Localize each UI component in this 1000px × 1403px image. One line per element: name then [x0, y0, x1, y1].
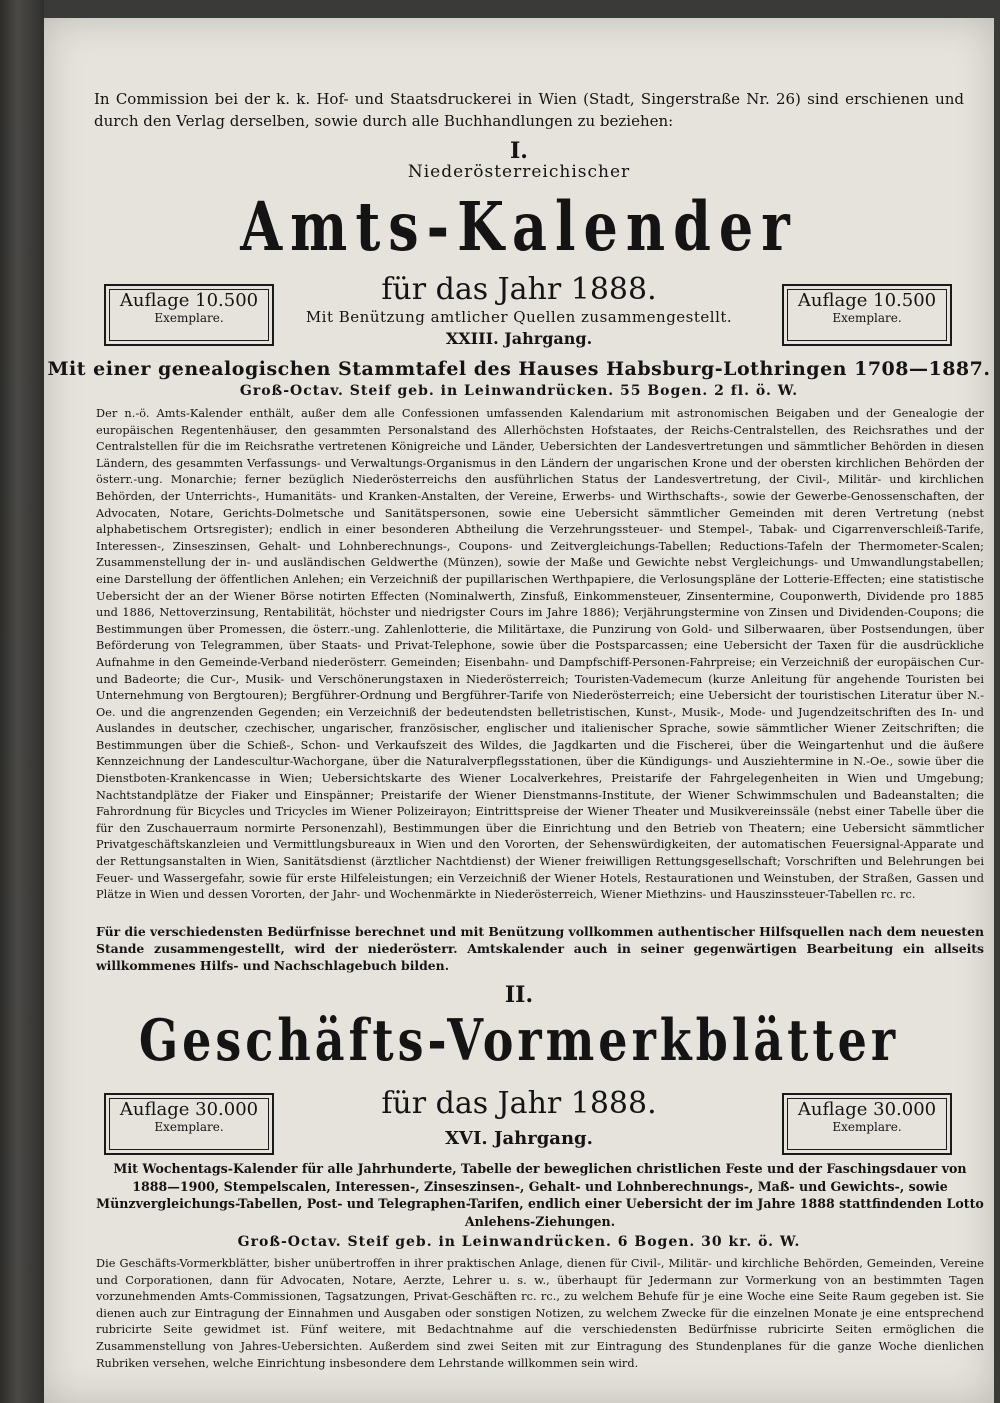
section-1-numeral: I. [510, 138, 528, 164]
print-run-unit: Exemplare. [154, 1120, 224, 1134]
book-spine [0, 0, 44, 1403]
section-1-title: Amts-Kalender [240, 186, 798, 266]
section-1-subtitle: Mit Benützung amtlicher Quellen zusammengestellt. [305, 308, 733, 326]
section-2-format: Groß-Octav. Steif geb. in Leinwandrücken. 6 Bogen. 30 kr. ö. W. [237, 1234, 801, 1250]
print-run-label: Auflage 10.500 [797, 290, 937, 311]
section-2-print-run-left [104, 1093, 274, 1155]
section-1-closing [96, 923, 984, 974]
section-2-title: Geschäfts-Vormerkblätter [138, 1006, 900, 1074]
section-2-features [96, 1160, 984, 1230]
section-2-print-run-right [782, 1093, 952, 1155]
intro-text: In Commission bei der k. k. Hof- und Staatsdruckerei in Wien (Stadt, Singerstraße Nr. 26) sind erschienen und durch den Verlag derselben, sowie durch alle Buchhandlungen zu beziehen: [94, 90, 964, 130]
publisher-intro [94, 88, 964, 132]
section-2-edition: XVI. Jahrgang. [445, 1128, 593, 1149]
print-run-label: Auflage 30.000 [797, 1099, 937, 1120]
section-1-print-run-left [104, 284, 274, 346]
section-1-closing-text: Für die verschiedensten Bedürfnisse berechnet und mit Benützung vollkommen authentischer Hilfsquellen nach dem neuesten Stande zusammengestellt, wird der niederösterr. Amtskalender auch in seiner gegenwärtigen Bearbeitung ein allseits willkommenes Hilfs- und Nachschlagebuch bilden. [96, 924, 984, 973]
section-1-year: für das Jahr 1888. [381, 272, 657, 307]
section-1-print-run-right [782, 284, 952, 346]
section-2-features-text: Mit Wochentags-Kalender für alle Jahrhunderte, Tabelle der beweglichen christlichen Feste und der Faschingsdauer von 1888—1900, Stempelscalen, Interessen-, Zinseszinsen-, Gehalt- und Lohnberechnungs-, Maß- und Gewichts-, sowie Münzvergleichungs-Tabellen, Post- und Telegraphen-Tarifen, endlich einer Uebersicht der im Jahre 1888 stattfindenden Lotto Anlehens-Ziehungen. [96, 1161, 984, 1229]
print-run-unit: Exemplare. [832, 1120, 902, 1134]
print-run-unit: Exemplare. [154, 311, 224, 325]
section-1-banner: Mit einer genealogischen Stammtafel des Hauses Habsburg-Lothringen 1708—1887. [47, 358, 991, 380]
section-2-numeral: II. [504, 982, 534, 1008]
section-1-format: Groß-Octav. Steif geb. in Leinwandrücken. 55 Bogen. 2 fl. ö. W. [239, 383, 799, 399]
section-1-description-text: Der n.-ö. Amts-Kalender enthält, außer dem alle Confessionen umfassenden Kalendarium mit astronomischen Beigaben und der Genealogie der europäischen Regentenhäuser, den gesammten Personalstand des Allerhöchsten Hofstaates, der Reichs-Centralstellen, des Reichsrathes und der Centralstellen für die im Reichsrathe vertretenen Königreiche und Länder, Uebersichten der Landesvertretungen und sämmtlicher Behörden in diesen Ländern, des gesammten Verfassungs- und Verwaltungs-Organismus in den Ländern der ungarischen Krone und der obersten kirchlichen Behörden der österr.-ung. Monarchie; ferner bezüglich Niederösterreichs den ausführlichen Status der Landesvertretung, der Civil-, Militär- und kirchlichen Behörden, der Unterrichts-, Humanitäts- und Kranken-Anstalten, der Vereine, Erwerbs- und Wirthschafts-, sowie der Gewerbe-Genossenschaften, der Advocaten, Notare, Gerichts-Dolmetsche und Sanitätspersonen, sowie eine Uebersicht sämmtlicher Gemeinden mit deren Vertretung (nebst alphabetischem Ortsregister); endlich in einer besonderen Abtheilung die Verzehrungssteuer- und Stempel-, Tabak- und Cigarrenverschleiß-Tarife, Interessen-, Zinseszinsen, Gehalt- und Lohnberechnungs-, Coupons- und Zeitvergleichungs-Tabellen; Reductions-Tafeln der Thermometer-Scalen; Zusammenstellung der in- und ausländischen Geldwerthe (Münzen), sowie der Maße und Gewichte nebst Vergleichungs- und Umwandlungstabellen; eine Darstellung der öffentlichen Anlehen; ein Verzeichniß der pupillarischen Werthpapiere, die Verlosungspläne der Lotterie-Effecten; eine statistische Uebersicht der an der Wiener Börse notirten Effecten (Nominalwerth, Zinsfuß, Einkommensteuer, Zinsentermine, Couponwerth, Dividende pro 1885 und 1886, Nettoverzinsung, Rentabilität, höchster und niedrigster Cours im Jahre 1886); Verjährungstermine von Zinsen und Dividenden-Coupons; die Bestimmungen über Promessen, die österr.-ung. Zahlenlotterie, die Militärtaxe, die Punzirung von Gold- und Silberwaaren, über Postsendungen, über Beförderung von Telegrammen, über Staats- und Privat-Telephone, sowie über die Postsparcassen; eine Uebersicht der Taxen für die ausdrückliche Aufnahme in den Gemeinde-Verband niederösterr. Gemeinden; Eisenbahn- und Dampfschiff-Personen-Fahrpreise; ein Verzeichniß der europäischen Cur- und Badeorte; die Cur-, Musik- und Verschönerungstaxen in Niederösterreich; Touristen-Vademecum (kurze Anleitung für angehende Touristen bei Unternehmung von Bergtouren); Bergführer-Ordnung und Bergführer-Tarife von Niederösterreich; eine Uebersicht der touristischen Literatur über N.-Oe. und die angrenzenden Gegenden; ein Verzeichniß der bedeutendsten belletristischen, Kunst-, Musik-, Mode- und Jugendzeitschriften des In- und Auslandes in deutscher, czechischer, ungarischer, französischer, englischer und italienischer Sprache, sowie sämmtlicher Wiener Zeitschriften; die Bestimmungen über die Schieß-, Schon- und Verkaufszeit des Wildes, die Jagdkarten und die Fischerei, über die Weingartenhut und die äußere Kennzeichnung der Landescultur-Wachorgane, über die Naturalverpflegsstationen, über die Kündigungs- und Ausziehtermine in N.-Oe., sowie über die Dienstboten-Krankencasse in Wien; Uebersichtskarte des Wiener Localverkehres, Preistarife der Fahrgelegenheiten in Wien und Umgebung; Nachtstandplätze der Fiaker und Einspänner; Preistarife der Wiener Dienstmanns-Institute, der Wiener Schwimmschulen und Badeanstalten; die Fahrordnung für Bicycles und Tricycles im Wiener Polizeirayon; Eintrittspreise der Wiener Theater und Musikvereinssäle (nebst einer Tabelle über die für den Zuschauerraum normirte Personenzahl), Bestimmungen über die Einrichtung und den Betrieb von Theatern; eine Uebersicht sämmtlicher Privatgeschäftskanzleien und Vermittlungsbureaux in Wien und den Vororten, der Sehenswürdigkeiten, der automatischen Feuersignal-Apparate und der Rettungsanstalten in Wien, Sanitätsdienst (ärztlicher Nachtdienst) der Wiener freiwilligen Rettungsgesellschaft; Vorschriften und Belehrungen bei Feuer- und Wassergefahr, sowie für erste Hilfeleistungen; ein Verzeichniß der Wiener Hotels, Restaurationen und Weinstuben, der Straßen, Gassen und Plätze in Wien und dessen Vororten, der Jahr- und Wochenmärkte in Niederösterreich, Wiener Miethzins- und Hauszinssteuer-Tabellen rc. rc. [96, 407, 984, 902]
section-1-description [96, 406, 984, 904]
section-2-description [96, 1256, 984, 1372]
print-run-unit: Exemplare. [832, 311, 902, 325]
section-2-year: für das Jahr 1888. [381, 1086, 657, 1121]
section-1-kicker: Niederösterreichischer [407, 162, 631, 182]
print-run-label: Auflage 10.500 [119, 290, 259, 311]
print-run-label: Auflage 30.000 [119, 1099, 259, 1120]
section-1-edition: XXIII. Jahrgang. [445, 329, 593, 348]
advertisement-page [44, 18, 994, 1403]
section-2-description-text: Die Geschäfts-Vormerkblätter, bisher unübertroffen in ihrer praktischen Anlage, dienen für Civil-, Militär- und kirchliche Behörden, Gemeinden, Vereine und Corporationen, dann für Advocaten, Notare, Aerzte, Lehrer u. s. w., überhaupt für Jedermann zur Vormerkung von an bestimmten Tagen vorzunehmenden Amts-Commissionen, Tagsatzungen, Privat-Geschäften rc. rc., zu welchem Behufe für je eine Woche eine Seite Raum gegeben ist. Sie dienen auch zur Eintragung der Einnahmen und Ausgaben oder sonstigen Notizen, zu welchem Zwecke für die einzelnen Monate je eine entsprechend rubricirte Seite gewidmet ist. Fünf weitere, mit Bedachtnahme auf die verschiedensten Bedürfnisse rubricirte Seiten ermöglichen die Zusammenstellung von Jahres-Uebersichten. Außerdem sind zwei Seiten mit zur Eintragung des Stundenplanes für die ganze Woche dienlichen Rubriken versehen, welche Einrichtung insbesondere dem Lehrstande willkommen sein wird. [96, 1257, 984, 1370]
